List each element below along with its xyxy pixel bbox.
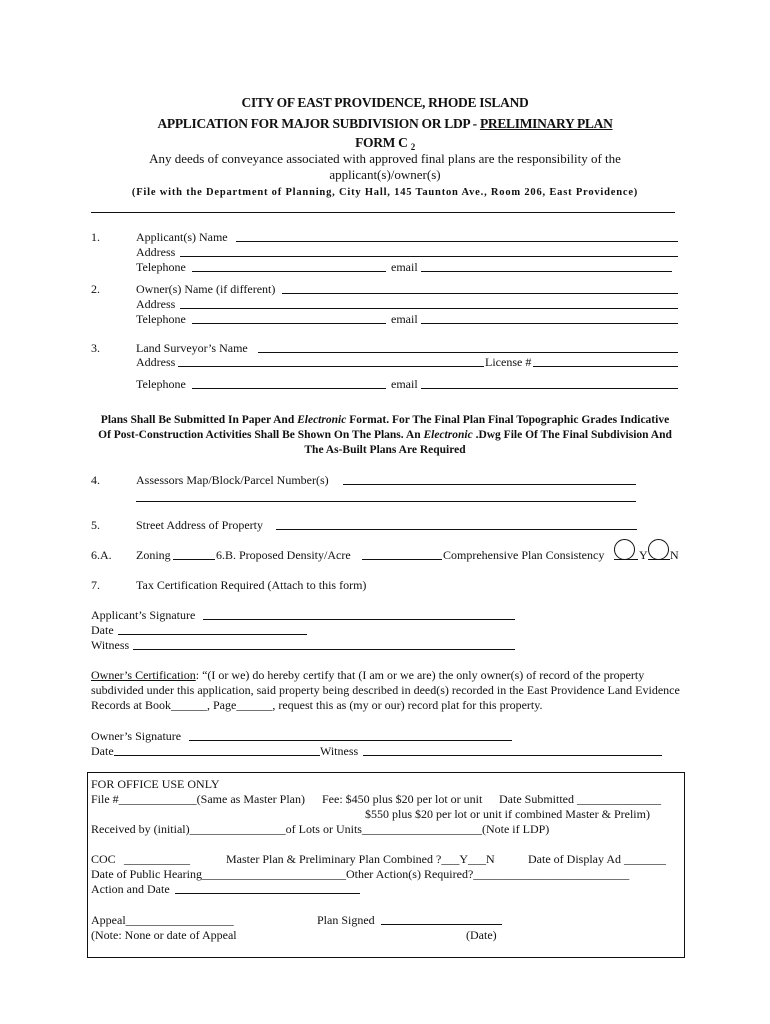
- deed-page-blank[interactable]: ______: [236, 698, 273, 712]
- applicant-address-label: Address: [136, 245, 176, 259]
- owner-telephone-label: Telephone: [136, 312, 186, 326]
- display-ad-blank[interactable]: _______: [623, 852, 666, 866]
- fee-text: Fee: $450 plus $20 per lot or unit: [322, 792, 483, 806]
- owner-date-label: Date: [91, 744, 114, 758]
- office-heading: FOR OFFICE USE ONLY: [91, 777, 220, 791]
- owner-date-field[interactable]: [114, 755, 320, 756]
- date-submitted: [499, 792, 661, 806]
- consistency-no-label: N: [670, 548, 679, 562]
- plan-signed-label: Plan Signed: [317, 913, 375, 927]
- surveyor-address-field[interactable]: [178, 366, 484, 367]
- deeds-note-2: applicant(s)/owner(s): [329, 167, 441, 182]
- received-by-blank[interactable]: ________________: [189, 822, 286, 836]
- section-2-number: 2.: [91, 282, 100, 296]
- combined-yes-blank[interactable]: ___: [441, 852, 460, 866]
- header-line-1: CITY OF EAST PROVIDENCE, RHODE ISLAND: [241, 95, 529, 110]
- header-line-2-prefix: APPLICATION FOR MAJOR SUBDIVISION OR LDP -: [157, 116, 480, 131]
- received-row: [91, 822, 549, 836]
- applicant-date-label: Date: [91, 623, 114, 637]
- section-3-number: 3.: [91, 341, 100, 355]
- deed-book-blank[interactable]: ______: [171, 698, 207, 712]
- consistency-label: Comprehensive Plan Consistency: [443, 548, 605, 562]
- consistency-yes-blank: [614, 559, 638, 560]
- zoning-field[interactable]: [173, 559, 215, 560]
- consistency-no-circle[interactable]: [648, 539, 669, 560]
- notice-part-5: .Dwg File Of The Final Subdivision And The As-Built Plans Are Required: [304, 429, 672, 456]
- surveyor-name-field[interactable]: [258, 352, 678, 353]
- owner-witness-label: Witness: [320, 744, 359, 758]
- date-submitted-label: Date Submitted: [499, 792, 574, 806]
- action-date-field[interactable]: [175, 893, 360, 894]
- owner-witness-field[interactable]: [363, 755, 662, 756]
- other-action-blank[interactable]: __________________________: [473, 867, 630, 881]
- action-date-label: Action and Date: [91, 882, 170, 896]
- owner-certification: [91, 668, 681, 713]
- surveyor-email-label: email: [391, 377, 418, 391]
- assessors-map-field-2[interactable]: [136, 501, 636, 502]
- density-label: 6.B. Proposed Density/Acre: [216, 548, 351, 562]
- received-by-label: Received by (initial): [91, 822, 190, 836]
- display-ad-label: Date of Display Ad: [528, 852, 621, 866]
- display-ad: [528, 852, 666, 866]
- coc-blank[interactable]: ___________: [124, 852, 190, 866]
- owner-certification-heading: Owner’s Certification: [91, 668, 196, 682]
- public-hearing-row: [91, 867, 629, 881]
- form-number: 2: [410, 142, 415, 152]
- lots-units-blank[interactable]: ____________________: [361, 822, 482, 836]
- assessors-map-label: Assessors Map/Block/Parcel Number(s): [136, 473, 329, 487]
- applicant-address-field[interactable]: [180, 256, 678, 257]
- combined-row: [226, 852, 495, 866]
- public-hearing-label: Date of Public Hearing: [91, 867, 202, 881]
- applicant-email-label: email: [391, 260, 418, 274]
- other-action-label: Other Action(s) Required?: [345, 867, 474, 881]
- owner-name-label: Owner(s) Name (if different): [136, 282, 276, 296]
- consistency-no-blank: [648, 559, 670, 560]
- applicant-telephone-field[interactable]: [192, 271, 386, 272]
- appeal-note: (Note: None or date of Appeal: [91, 928, 237, 942]
- applicant-name-field[interactable]: [236, 241, 678, 242]
- combined-no-blank[interactable]: ___: [467, 852, 486, 866]
- applicant-witness-label: Witness: [91, 638, 130, 652]
- street-address-field[interactable]: [276, 529, 637, 530]
- plan-signed-field[interactable]: [381, 924, 502, 925]
- notice-electronic-1: Electronic: [297, 414, 347, 426]
- form-label-text: FORM C: [355, 135, 408, 150]
- surveyor-license-field[interactable]: [533, 366, 678, 367]
- submission-notice: [95, 413, 675, 458]
- zoning-label: Zoning: [136, 548, 171, 562]
- owner-certification-text-3: , request this as (my or our) record plat for this property.: [272, 698, 543, 712]
- section-5-number: 5.: [91, 518, 100, 532]
- coc-label: COC: [91, 852, 116, 866]
- section-6a-number: 6.A.: [91, 548, 112, 562]
- surveyor-telephone-field[interactable]: [192, 388, 386, 389]
- density-field[interactable]: [362, 559, 442, 560]
- owner-name-field[interactable]: [282, 293, 678, 294]
- surveyor-address-label: Address: [136, 355, 176, 369]
- note-if-ldp: (Note if LDP): [481, 822, 550, 836]
- street-address-label: Street Address of Property: [136, 518, 263, 532]
- notice-part-3: Format. For The Final Plan Final Topographic Grades Indicative Of Post-Construction Activities Shall Be Shown On The Plans. An: [98, 414, 670, 441]
- owner-address-field[interactable]: [180, 308, 678, 309]
- file-number-blank[interactable]: _____________: [118, 792, 197, 806]
- surveyor-name-label: Land Surveyor’s Name: [136, 341, 248, 355]
- owner-signature-label: Owner’s Signature: [91, 729, 182, 743]
- owner-signature-field[interactable]: [189, 740, 512, 741]
- public-hearing-blank[interactable]: ________________________: [201, 867, 346, 881]
- combined-yes-label: Y: [459, 852, 468, 866]
- combined-label: Master Plan & Preliminary Plan Combined ?: [226, 852, 442, 866]
- file-number-label: File #: [91, 792, 119, 806]
- owner-certification-text-1: : “(I or we) do hereby certify that (I am or we are) the only owner(s) of record of the property subdivided under this application, said property being described in deed(s) recorded in the East Providence Land Evidence Records at Book: [91, 668, 680, 712]
- applicant-date-field[interactable]: [118, 634, 307, 635]
- assessors-map-field[interactable]: [343, 484, 636, 485]
- surveyor-telephone-label: Telephone: [136, 377, 186, 391]
- combined-no-label: N: [485, 852, 495, 866]
- header-preliminary-plan: PRELIMINARY PLAN: [479, 116, 613, 131]
- appeal-label: Appeal: [91, 913, 126, 927]
- applicant-email-field[interactable]: [421, 271, 672, 272]
- header-line-2: [0, 117, 770, 131]
- file-with-instructions: (File with the Department of Planning, City Hall, 145 Taunton Ave., Room 206, East Providence): [131, 187, 639, 198]
- section-4-number: 4.: [91, 473, 100, 487]
- form-label: [0, 136, 770, 151]
- appeal-blank[interactable]: __________________: [125, 913, 234, 927]
- lots-units-label: of Lots or Units: [285, 822, 362, 836]
- owner-address-label: Address: [136, 297, 176, 311]
- section-1-number: 1.: [91, 230, 100, 244]
- office-file-row: [91, 792, 305, 806]
- surveyor-license-label: License #: [485, 355, 532, 369]
- owner-email-label: email: [391, 312, 418, 326]
- appeal-row: [91, 913, 234, 927]
- date-submitted-blank[interactable]: ______________: [577, 792, 661, 806]
- consistency-yes-label: Y: [639, 548, 648, 562]
- owner-certification-text-2: , Page: [207, 698, 237, 712]
- fee-text-2: $550 plus $20 per lot or unit if combined Master & Prelim): [365, 807, 650, 821]
- same-as-master: (Same as Master Plan): [196, 792, 305, 806]
- header-divider: [91, 212, 675, 213]
- owner-email-field[interactable]: [421, 323, 678, 324]
- applicant-witness-field[interactable]: [133, 649, 515, 650]
- section-7-number: 7.: [91, 578, 100, 592]
- surveyor-email-field[interactable]: [421, 388, 678, 389]
- applicant-name-label: Applicant(s) Name: [136, 230, 228, 244]
- applicant-signature-label: Applicant’s Signature: [91, 608, 196, 622]
- notice-part-1: Plans Shall Be Submitted In Paper And: [100, 414, 298, 426]
- deeds-note-1: Any deeds of conveyance associated with approved final plans are the responsibility of the: [149, 151, 621, 166]
- tax-certification-label: Tax Certification Required (Attach to this form): [136, 578, 367, 592]
- applicant-telephone-label: Telephone: [136, 260, 186, 274]
- consistency-yes-circle[interactable]: [614, 539, 635, 560]
- owner-telephone-field[interactable]: [192, 323, 386, 324]
- applicant-signature-field[interactable]: [203, 619, 515, 620]
- plan-signed-date: (Date): [466, 928, 497, 942]
- notice-electronic-2: Electronic: [423, 429, 473, 441]
